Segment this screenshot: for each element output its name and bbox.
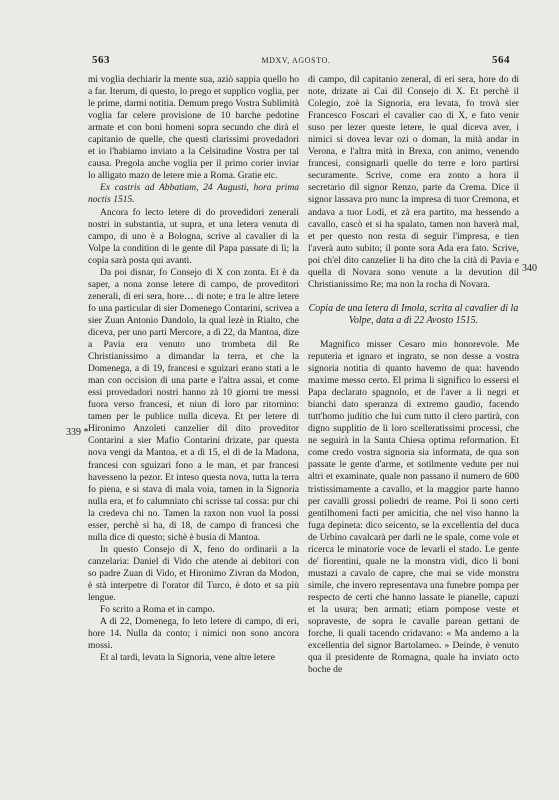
paragraph: Da poi disnar, fo Consejo di X con zonta. Et è da saper, a nona zonse letere di campo, de proveditori zenerali, di eri sera, hore… di note; e tra le altre letere fo una particular di sier Domenego Contarini, scrivea a sier Zuan Antonio Dandolo, la qual lezè in Rialto, che diceva, per uno parti Mercore, a dì 22, da Mantoa, dize a Pavia era venuto uno trombeta dil Re Christianissimo a dimandar la terra, et che la Domenega, a dì 19, francesi e sguizari erano stati a le man con occision di una parte e l'altra assai, et come essi provedadori nostri hanno zà 10 giorni tre messi fuora verso francesi, et niun di loro par ritornino: tamen per le publice nulla diceva. Et per letere di Hironimo Anzoleti canzelier dil dito proveditor Contarini a sier Mafio Contarini drizate, par questa nova vengi da Mantoa, et a dì 15, el dì de la Madona, francesi con sguizari fono a le man, et par francesi havesseno la pezor. Et inteso questa nova, tutta la terra fo piena, e si stava di mala voia, tamen in la Signoria nulla era, et fo calumniato chi scrisse tal cossa: pur chi la credeva chi no. Tamen la raxon non vuol la possi esser, perchè si ha, di 18, de campo di francesi che nulla dice di questo; sichè è busia di Mantoa. bbox=[88, 266, 299, 543]
paragraph: mi voglia dechiarir la mente sua, aziò sappia quello ho a far. Iterum, di questo, lo prego et supplico voglia, per le prime, darmi notitia. Demum prego Vostra Sublimità voglia far celere provisione de 10 barche pedotine armate et con boni homeni sopra secundo che dirà el capitanio de quelle, che questi clarissimi provedadori et io l'habiamo inviato a la Celsitudine Vostra per tal causa. Pregola anche voglia per il primo corier inviar lo alligato mazo de letere mie a Roma. Gratie etc. bbox=[88, 74, 299, 182]
page-number-right: 564 bbox=[492, 54, 510, 66]
paragraph: di campo, dil capitanio zeneral, di eri sera, hore do di note, drizate ai Cai dil Consejo di X. Et perchè il Colegio, zoè la Signoria, era levata, fo trovà sier Francesco Foscari el cavalier cao di X, e fato venir suso per lezer queste letere, le qual diceva aver, i nimici si dovea levar ozi o doman, la mità andar in Verona, e l'altra mità in Brexa, con animo, venendo francesi, consignarli quelle do terre e loro partirsi securamente. Scrive, come era zonto a hora il secretario dil signor Renzo, parte da Crema. Dice il signor lassava pro nunc la impresa di tuor Cremona, et andava a tuor Lodi, et zà era partito, ma hessendo a cavallo, cascò et si ha spalato, tamen non haverà mal, et per questo non resta di seguir l'impresa, e tien l'averà auto subito; il ponte sora Ada era fato. Scrive, poi ch'el dito canzelier li ha dito che la cità di Pavia e quella di Novara sono venute a la devution dil Christianissimo Re; ma non la rocha di Novara. bbox=[308, 74, 519, 290]
paragraph: Et al tardi, levata la Signoria, vene altre letere bbox=[100, 652, 275, 664]
paragraph: A dì 22, Domenega, fo leto letere di campo, di eri, hore 14. Nulla da conto; i nimici non sono ancora mossi. bbox=[88, 616, 299, 652]
margin-number-right: 340 bbox=[522, 263, 537, 274]
paragraph: Fo scrito a Roma et in campo. bbox=[100, 604, 215, 616]
running-header bbox=[0, 54, 559, 68]
paragraph: In questo Consejo di X, feno do ordinarii a la canzelaria: Daniel di Vido che atende ai debitori con so padre Zuan di Vido, et Hironimo Zivran da Modon, è stà interpetre di l'orator dil Turco, è doto et sa più lengue. bbox=[88, 543, 299, 604]
left-column bbox=[88, 74, 299, 664]
paragraph: Magnifico misser Cesaro mio honorevole. Me reputeria et ignaro et ingrato, se non desse a vostra signoria notitia di quanto havemo de qua: havendo maxime messo certo. El prima li significo lo essersi el Papa declarato spagnolo, et de l'aver a li negri et bianchi dato speranza di extremo gaudio, facendo tutt'homo judítio che lui cum tutto il clero partirà, con digno supplitio de li loro scelleratissimi processi, che ne seguirà in la Santa Chiesa optima reformation. Et come credo vostra signoria sia informata, de qua son passate le gente d'arme, et sotilmente vedute per nui altri et examinate, quale non passano il numero de 600 tristissimamente a cavallo, et la maggior parte hanno per cavalli grossi poliedri de reame. Poi li sono certi gentilhomeni facti per amicitia, che nel viso hanno la fuga depineta: dico seicento, se la excellentia del duca de Urbino cavalcarà per darli ne le spale, come vole et ricerca le minatorie voce de levarli el stado. Le gente de' fiorentini, quale ne la monstra vidi, dico li boni mustazi a cavalo de capre, che mai se vide monstra simile, che invero representava una funebre pompa per respecto de certi che hanno lassate le pianelle, capuzi et la usura; ben armati; etiam pompose veste et sopraveste, de sopra le cavalle parean gettani de forche, li quali tacendo cridavano: « Ma andemo a la excellentia del signor Bartolameo. » Deinde, è venuto qua il presidente de Romagna, quale ha inviato octo boche de bbox=[308, 338, 519, 676]
margin-number-left: 339 * bbox=[66, 427, 89, 438]
page-number-left: 563 bbox=[92, 54, 110, 66]
dateline: Ex castris ad Abbatiam, 24 Augusti, hora prima noctis 1515. bbox=[88, 182, 299, 206]
paragraph: Ancora fo lecto letere di do provedidori zenerali nostri in substantia, ut supra, et una letera venuta di campo, di uno è a Bologna, scrive al cavalier di la Volpe la condition di le gente dil Papa passate di lì; la copia sarà posta qui avanti. bbox=[88, 206, 299, 266]
section-heading: Copia de una letera di Imola, scrita al cavalier di la Volpe, data a dì 22 Avosto 1515. bbox=[308, 302, 519, 326]
right-column bbox=[308, 74, 519, 676]
running-title: MDXV, AGOSTO. bbox=[261, 56, 331, 65]
